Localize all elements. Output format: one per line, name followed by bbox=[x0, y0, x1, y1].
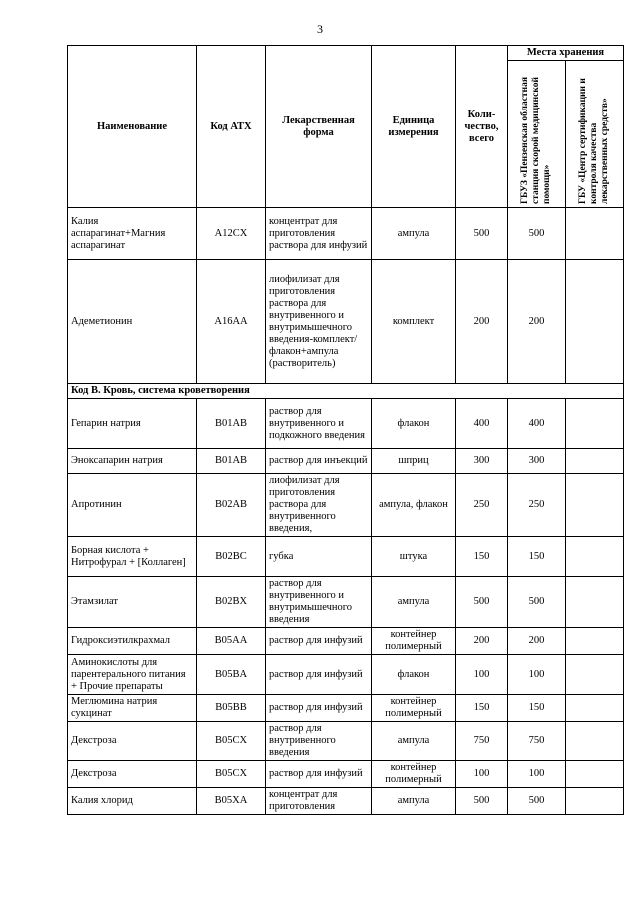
header-store2: ГБУ «Центр сертификации и контроля качества лекарственных средств» bbox=[578, 78, 610, 204]
cell-store2 bbox=[566, 722, 624, 761]
table-row bbox=[68, 577, 624, 628]
cell-store1: 200 bbox=[508, 628, 566, 655]
header-name: Наименование bbox=[68, 46, 197, 208]
cell-store1: 150 bbox=[508, 695, 566, 722]
cell-name: Гепарин натрия bbox=[68, 399, 197, 449]
cell-store2 bbox=[566, 577, 624, 628]
cell-store1: 200 bbox=[508, 260, 566, 384]
cell-form: раствор для инфузий bbox=[266, 695, 372, 722]
cell-store2 bbox=[566, 474, 624, 537]
cell-form: раствор для инфузий bbox=[266, 655, 372, 695]
cell-store2 bbox=[566, 537, 624, 577]
cell-name: Этамзилат bbox=[68, 577, 197, 628]
cell-atc: B01AB bbox=[197, 449, 266, 474]
cell-qty: 750 bbox=[456, 722, 508, 761]
cell-form: лиофилизат для приготовления раствора для внутривенного и внутримышечного введения-комплект/флакон+ампула (растворитель) bbox=[266, 260, 372, 384]
cell-name: Апротинин bbox=[68, 474, 197, 537]
cell-store1: 100 bbox=[508, 655, 566, 695]
cell-unit: штука bbox=[372, 537, 456, 577]
cell-name: Аминокислоты для парентерального питания + Прочие препараты bbox=[68, 655, 197, 695]
section-row bbox=[68, 384, 624, 399]
cell-store1: 750 bbox=[508, 722, 566, 761]
cell-store1: 500 bbox=[508, 788, 566, 815]
header-atc: Код АТХ bbox=[197, 46, 266, 208]
cell-qty: 100 bbox=[456, 761, 508, 788]
cell-store2 bbox=[566, 208, 624, 260]
cell-name: Калия аспарагинат+Магния аспарагинат bbox=[68, 208, 197, 260]
table-row bbox=[68, 537, 624, 577]
table-row bbox=[68, 655, 624, 695]
cell-store1: 500 bbox=[508, 208, 566, 260]
cell-atc: B05BB bbox=[197, 695, 266, 722]
cell-atc: A12CX bbox=[197, 208, 266, 260]
cell-qty: 250 bbox=[456, 474, 508, 537]
cell-name: Эноксапарин натрия bbox=[68, 449, 197, 474]
cell-atc: B01AB bbox=[197, 399, 266, 449]
cell-atc: A16AA bbox=[197, 260, 266, 384]
cell-unit: контейнер полимерный bbox=[372, 628, 456, 655]
cell-name: Декстроза bbox=[68, 761, 197, 788]
cell-store1: 400 bbox=[508, 399, 566, 449]
cell-store2 bbox=[566, 399, 624, 449]
cell-name: Борная кислота + Нитрофурал + [Коллаген] bbox=[68, 537, 197, 577]
cell-store1: 150 bbox=[508, 537, 566, 577]
cell-store2 bbox=[566, 695, 624, 722]
cell-atc: B02AB bbox=[197, 474, 266, 537]
table-row bbox=[68, 449, 624, 474]
cell-store1: 100 bbox=[508, 761, 566, 788]
cell-qty: 150 bbox=[456, 695, 508, 722]
cell-store2 bbox=[566, 761, 624, 788]
cell-store2 bbox=[566, 788, 624, 815]
cell-qty: 500 bbox=[456, 788, 508, 815]
cell-atc: B02BC bbox=[197, 537, 266, 577]
page-number: 3 bbox=[317, 22, 323, 36]
cell-store1: 300 bbox=[508, 449, 566, 474]
table-row bbox=[68, 628, 624, 655]
cell-unit: ампула, флакон bbox=[372, 474, 456, 537]
table-row bbox=[68, 761, 624, 788]
section-title: Код В. Кровь, система кроветворения bbox=[68, 384, 624, 399]
cell-store2 bbox=[566, 655, 624, 695]
cell-atc: B02BX bbox=[197, 577, 266, 628]
table-row bbox=[68, 788, 624, 815]
cell-unit: ампула bbox=[372, 208, 456, 260]
cell-name: Калия хлорид bbox=[68, 788, 197, 815]
cell-name: Гидроксиэтилкрахмал bbox=[68, 628, 197, 655]
cell-name: Меглюмина натрия сукцинат bbox=[68, 695, 197, 722]
header-form: Лекарственная форма bbox=[266, 46, 372, 208]
table-row bbox=[68, 695, 624, 722]
cell-qty: 200 bbox=[456, 260, 508, 384]
cell-unit: ампула bbox=[372, 788, 456, 815]
header-qty: Коли-чество, всего bbox=[456, 46, 508, 208]
table-row bbox=[68, 208, 624, 260]
cell-form: раствор для внутривенного и внутримышечного введения bbox=[266, 577, 372, 628]
cell-unit: контейнер полимерный bbox=[372, 695, 456, 722]
cell-store2 bbox=[566, 449, 624, 474]
cell-atc: B05CX bbox=[197, 761, 266, 788]
cell-name: Адеметионин bbox=[68, 260, 197, 384]
cell-atc: B05CX bbox=[197, 722, 266, 761]
cell-name: Декстроза bbox=[68, 722, 197, 761]
cell-unit: ампула bbox=[372, 722, 456, 761]
cell-unit: шприц bbox=[372, 449, 456, 474]
drug-table bbox=[67, 45, 624, 815]
cell-unit: флакон bbox=[372, 655, 456, 695]
header-storage: Места хранения bbox=[508, 46, 624, 61]
cell-form: раствор для внутривенного и подкожного введения bbox=[266, 399, 372, 449]
cell-form: концентрат для приготовления раствора для инфузий bbox=[266, 208, 372, 260]
cell-qty: 300 bbox=[456, 449, 508, 474]
cell-store2 bbox=[566, 260, 624, 384]
cell-form: раствор для инфузий bbox=[266, 628, 372, 655]
cell-atc: B05XA bbox=[197, 788, 266, 815]
cell-form: раствор для инфузий bbox=[266, 761, 372, 788]
cell-form: концентрат для приготовления bbox=[266, 788, 372, 815]
cell-form: лиофилизат для приготовления раствора для внутривенного введения, bbox=[266, 474, 372, 537]
cell-store1: 250 bbox=[508, 474, 566, 537]
cell-store2 bbox=[566, 628, 624, 655]
header-unit: Единица измерения bbox=[372, 46, 456, 208]
cell-form: раствор для инъекций bbox=[266, 449, 372, 474]
header-store1: ГБУЗ «Пензенская областная станция скорой медицинской помощи» bbox=[520, 77, 552, 204]
cell-unit: флакон bbox=[372, 399, 456, 449]
cell-unit: ампула bbox=[372, 577, 456, 628]
cell-qty: 500 bbox=[456, 208, 508, 260]
cell-unit: комплект bbox=[372, 260, 456, 384]
cell-qty: 150 bbox=[456, 537, 508, 577]
table-row bbox=[68, 399, 624, 449]
cell-atc: B05AA bbox=[197, 628, 266, 655]
table-row bbox=[68, 474, 624, 537]
cell-atc: B05BA bbox=[197, 655, 266, 695]
cell-store1: 500 bbox=[508, 577, 566, 628]
cell-form: раствор для внутривенного введения bbox=[266, 722, 372, 761]
cell-unit: контейнер полимерный bbox=[372, 761, 456, 788]
cell-qty: 400 bbox=[456, 399, 508, 449]
cell-form: губка bbox=[266, 537, 372, 577]
cell-qty: 200 bbox=[456, 628, 508, 655]
cell-qty: 500 bbox=[456, 577, 508, 628]
table-row bbox=[68, 260, 624, 384]
table-row bbox=[68, 722, 624, 761]
cell-qty: 100 bbox=[456, 655, 508, 695]
